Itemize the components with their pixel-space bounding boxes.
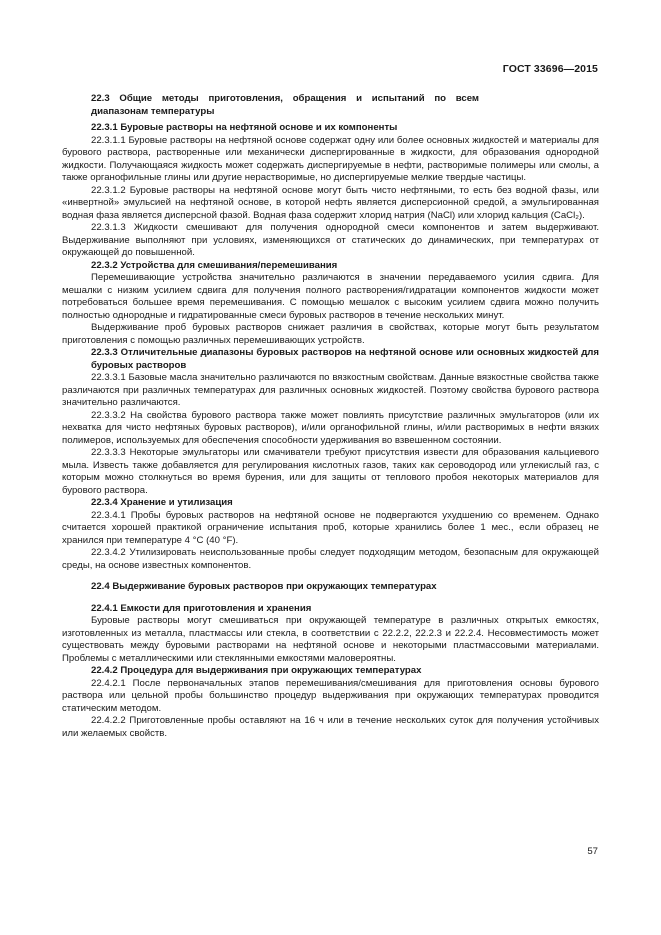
subsection-heading: 22.3.4 Хранение и утилизация: [91, 497, 233, 508]
document-body: [62, 93, 599, 740]
paragraph: 22.3.4.2 Утилизировать неиспользованные пробы следует подходящим методом, безопасным для окружающей среды, на основе известных компонентов.: [62, 547, 599, 571]
paragraph: 22.3.1.3 Жидкости смешивают для получения однородной смеси компонентов и затем выдерживают. Выдерживание выполняют при условиях, изменяющихся от статических до динамических, при температурах от окружающей до повышенной.: [62, 222, 599, 258]
section-heading: 22.3 Общие методы приготовления, обращения и испытаний по всем диапазонам температуры: [91, 93, 479, 117]
page-number: 57: [587, 846, 598, 857]
paragraph: 22.3.1.2 Буровые растворы на нефтяной основе могут быть чисто нефтяными, то есть без водной фазы, или «инвертной» эмульсией на нефтяной основе, в которой нефть является дисперсионной средой, а эмульгированная водная фаза является дисперсной фазой. Водная фаза содержит хлорид натрия (NaCl) или хлорид кальция (CaCl₂).: [62, 184, 599, 221]
paragraph: 22.3.4.1 Пробы буровых растворов на нефтяной основе не подвергаются ухудшению со временем. Однако считается хорошей практикой ограничение испытания проб, которые хранились более 1 мес., если образец не хранился при температуре 4 °C (40 °F).: [62, 509, 599, 546]
subsection-heading: 22.3.2 Устройства для смешивания/перемешивания: [91, 259, 338, 271]
subsection-heading: 22.3.3 Отличительные диапазоны буровых растворов на нефтяной основе или основных жидкостей для буровых растворов: [91, 347, 599, 371]
paragraph: Перемешивающие устройства значительно различаются в значении передаваемого усилия сдвига. Для мешалки с низким усилием сдвига для получения полного растворения/гидратации компонентов жидкости может потребоваться большее время перемешивания. С помощью мешалок с высоким усилием сдвига можно получить полностью однородные и гидратированные смеси буровых растворов в течение нескольких минут.: [62, 272, 599, 321]
paragraph: 22.3.3.3 Некоторые эмульгаторы или смачиватели требуют присутствия извести для образования кальциевого мыла. Известь также добавляется для регулирования кислотных газов, таких как сероводород или углекислый газ, с которым можно столкнуться во время бурения, или для защиты от теплового пробоя некоторых материалов для бурового раствора.: [62, 447, 599, 496]
subsection-heading: 22.3.1 Буровые растворы на нефтяной основе и их компоненты: [91, 122, 398, 133]
subsection-heading: 22.4.2 Процедура для выдерживания при окружающих температурах: [91, 665, 422, 676]
document-code: ГОСТ 33696—2015: [502, 63, 598, 75]
subsection-heading: 22.4.1 Емкости для приготовления и хранения: [91, 602, 312, 614]
paragraph: 22.4.2.1 После первоначальных этапов перемешивания/смешивания для приготовления основы бурового раствора или цельной пробы большинство процедур выдерживания при окружающих температурах проводится статическим методом.: [62, 677, 599, 714]
paragraph: 22.3.1.1 Буровые растворы на нефтяной основе содержат одну или более основных жидкостей и материалы для бурового раствора, растворенные или механически диспергированные в жидкости, для образования однородной жидкости. Получающаяся жидкость может содержать диспергируемые в нефти, растворимые полимеры или смолы, а также органофильные глины или другие нерастворимые, но диспергируемые мелкие твердые частицы.: [62, 134, 599, 183]
section-heading: 22.4 Выдерживание буровых растворов при окружающих температурах: [91, 581, 437, 592]
paragraph: 22.3.3.2 На свойства бурового раствора также может повлиять присутствие различных эмульгаторов (или их нехватка для чисто нефтяных буровых растворов), и/или органофильной глины, и/или растворимых в нефти вязких полимеров, используемых для обеспечения способности удерживания во взвешенном состоянии.: [62, 409, 599, 446]
paragraph: Буровые растворы могут смешиваться при окружающей температуре в различных открытых емкостях, изготовленных из металла, пластмассы или стекла, в соответствии с 22.2.2, 22.2.3 и 22.2.4. Несовместимость может существовать между буровыми растворами на нефтяной основе и некоторыми пластмассовыми материалами. Проблемы с металлическими или стеклянными емкостями маловероятны.: [62, 615, 599, 664]
paragraph: 22.4.2.2 Приготовленные пробы оставляют на 16 ч или в течение нескольких суток для получения устойчивых или желаемых свойств.: [62, 715, 599, 739]
paragraph: Выдерживание проб буровых растворов снижает различия в свойствах, которые могут быть результатом приготовления с помощью различных перемешивающих устройств.: [62, 322, 599, 346]
paragraph: 22.3.3.1 Базовые масла значительно различаются по вязкостным свойствам. Данные вязкостные свойства также различаются при различных температурах для различных основных жидкостей. Поэтому свойства бурового раствора значительно различаются.: [62, 372, 599, 408]
